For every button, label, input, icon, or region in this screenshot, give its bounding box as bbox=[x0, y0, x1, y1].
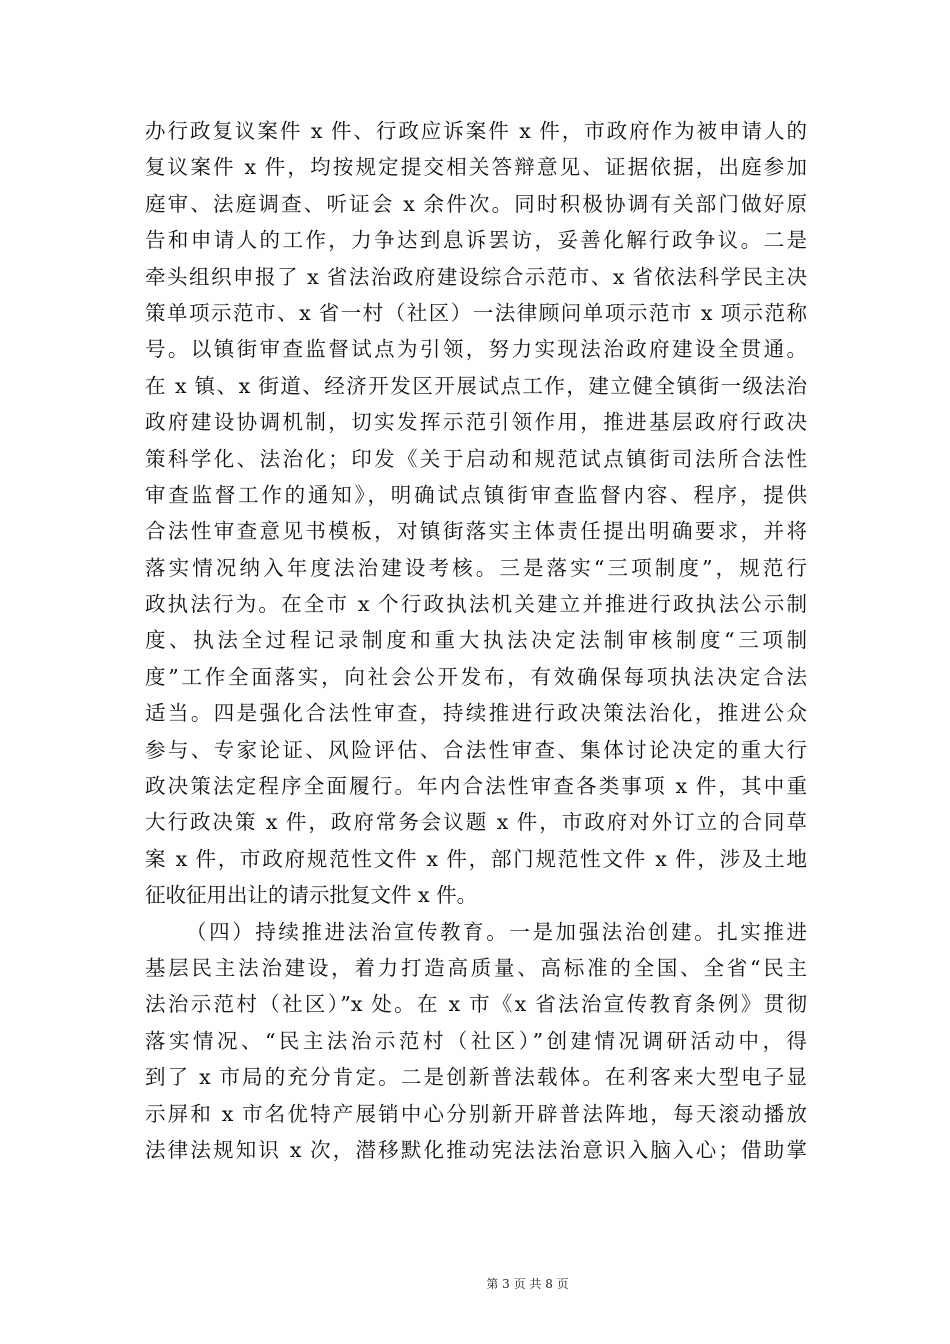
text-line: 牵头组织申报了 x 省法治政府建设综合示范市、x 省依法科学民主决 bbox=[145, 264, 807, 289]
text-line: 合法性审查意见书模板，对镇街落实主体责任提出明确要求，并将 bbox=[145, 519, 807, 544]
text-line: 告和申请人的工作，力争达到息诉罢访，妥善化解行政争议。二是 bbox=[145, 228, 807, 253]
text-line: 示屏和 x 市名优特产展销中心分别新开辟普法阵地，每天滚动播放 bbox=[145, 1101, 807, 1126]
text-line: 到了 x 市局的充分肯定。二是创新普法载体。在利客来大型电子显 bbox=[145, 1065, 807, 1090]
text-line: 庭审、法庭调查、听证会 x 余件次。同时积极协调有关部门做好原 bbox=[145, 191, 807, 216]
text-line: 政执法行为。在全市 x 个行政执法机关建立并推进行政执法公示制 bbox=[145, 592, 807, 617]
text-line: 落实情况纳入年度法治建设考核。三是落实“三项制度”，规范行 bbox=[145, 555, 807, 580]
text-line: 审查监督工作的通知》，明确试点镇街审查监督内容、程序，提供 bbox=[145, 482, 807, 507]
text-line: 号。以镇街审查监督试点为引领，努力实现法治政府建设全贯通。 bbox=[145, 337, 807, 362]
text-line: 大行政决策 x 件，政府常务会议题 x 件，市政府对外订立的合同草 bbox=[145, 810, 807, 835]
text-line: 度”工作全面落实，向社会公开发布，有效确保每项执法决定合法 bbox=[145, 664, 807, 689]
paragraph-end-line: 征收征用出让的请示批复文件 x 件。 bbox=[145, 883, 478, 908]
text-line: 办行政复议案件 x 件、行政应诉案件 x 件，市政府作为被申请人的 bbox=[145, 119, 807, 143]
text-line: 度、执法全过程记录制度和重大执法决定法制审核制度“三项制 bbox=[145, 628, 807, 653]
text-line: 复议案件 x 件，均按规定提交相关答辩意见、证据依据，出庭参加 bbox=[145, 155, 807, 180]
text-line: 案 x 件，市政府规范性文件 x 件，部门规范性文件 x 件，涉及土地 bbox=[145, 846, 807, 871]
text-line: 参与、专家论证、风险评估、合法性审查、集体讨论决定的重大行 bbox=[145, 737, 807, 762]
text-line: 基层民主法治建设，着力打造高质量、高标准的全国、全省“民主 bbox=[145, 955, 807, 980]
text-line: 政决策法定程序全面履行。年内合法性审查各类事项 x 件，其中重 bbox=[145, 774, 807, 799]
text-line: 策单项示范市、x 省一村（社区）一法律顾问单项示范市 x 项示范称 bbox=[145, 300, 807, 325]
text-line: 在 x 镇、x 街道、经济开发区开展试点工作，建立健全镇街一级法治 bbox=[145, 373, 807, 398]
text-line: 策科学化、法治化；印发《关于启动和规范试点镇街司法所合法性 bbox=[145, 446, 807, 471]
text-line: 法律法规知识 x 次，潜移默化推动宪法法治意识入脑入心；借助掌 bbox=[145, 1137, 807, 1162]
text-line: 政府建设协调机制，切实发挥示范引领作用，推进基层政府行政决 bbox=[145, 410, 807, 435]
text-line: 落实情况、“民主法治示范村（社区）”创建情况调研活动中，得 bbox=[145, 1028, 807, 1053]
text-line: 法治示范村（社区）”x 处。在 x 市《x 省法治宣传教育条例》贯彻 bbox=[145, 992, 807, 1017]
page-number: 第 3 页 共 8 页 bbox=[486, 1277, 569, 1291]
text-line: 适当。四是强化合法性审查，持续推进行政决策法治化，推进公众 bbox=[145, 701, 807, 726]
section-heading-line: （四）持续推进法治宣传教育。一是加强法治创建。扎实推进 bbox=[186, 919, 807, 944]
body-text bbox=[145, 113, 807, 1168]
